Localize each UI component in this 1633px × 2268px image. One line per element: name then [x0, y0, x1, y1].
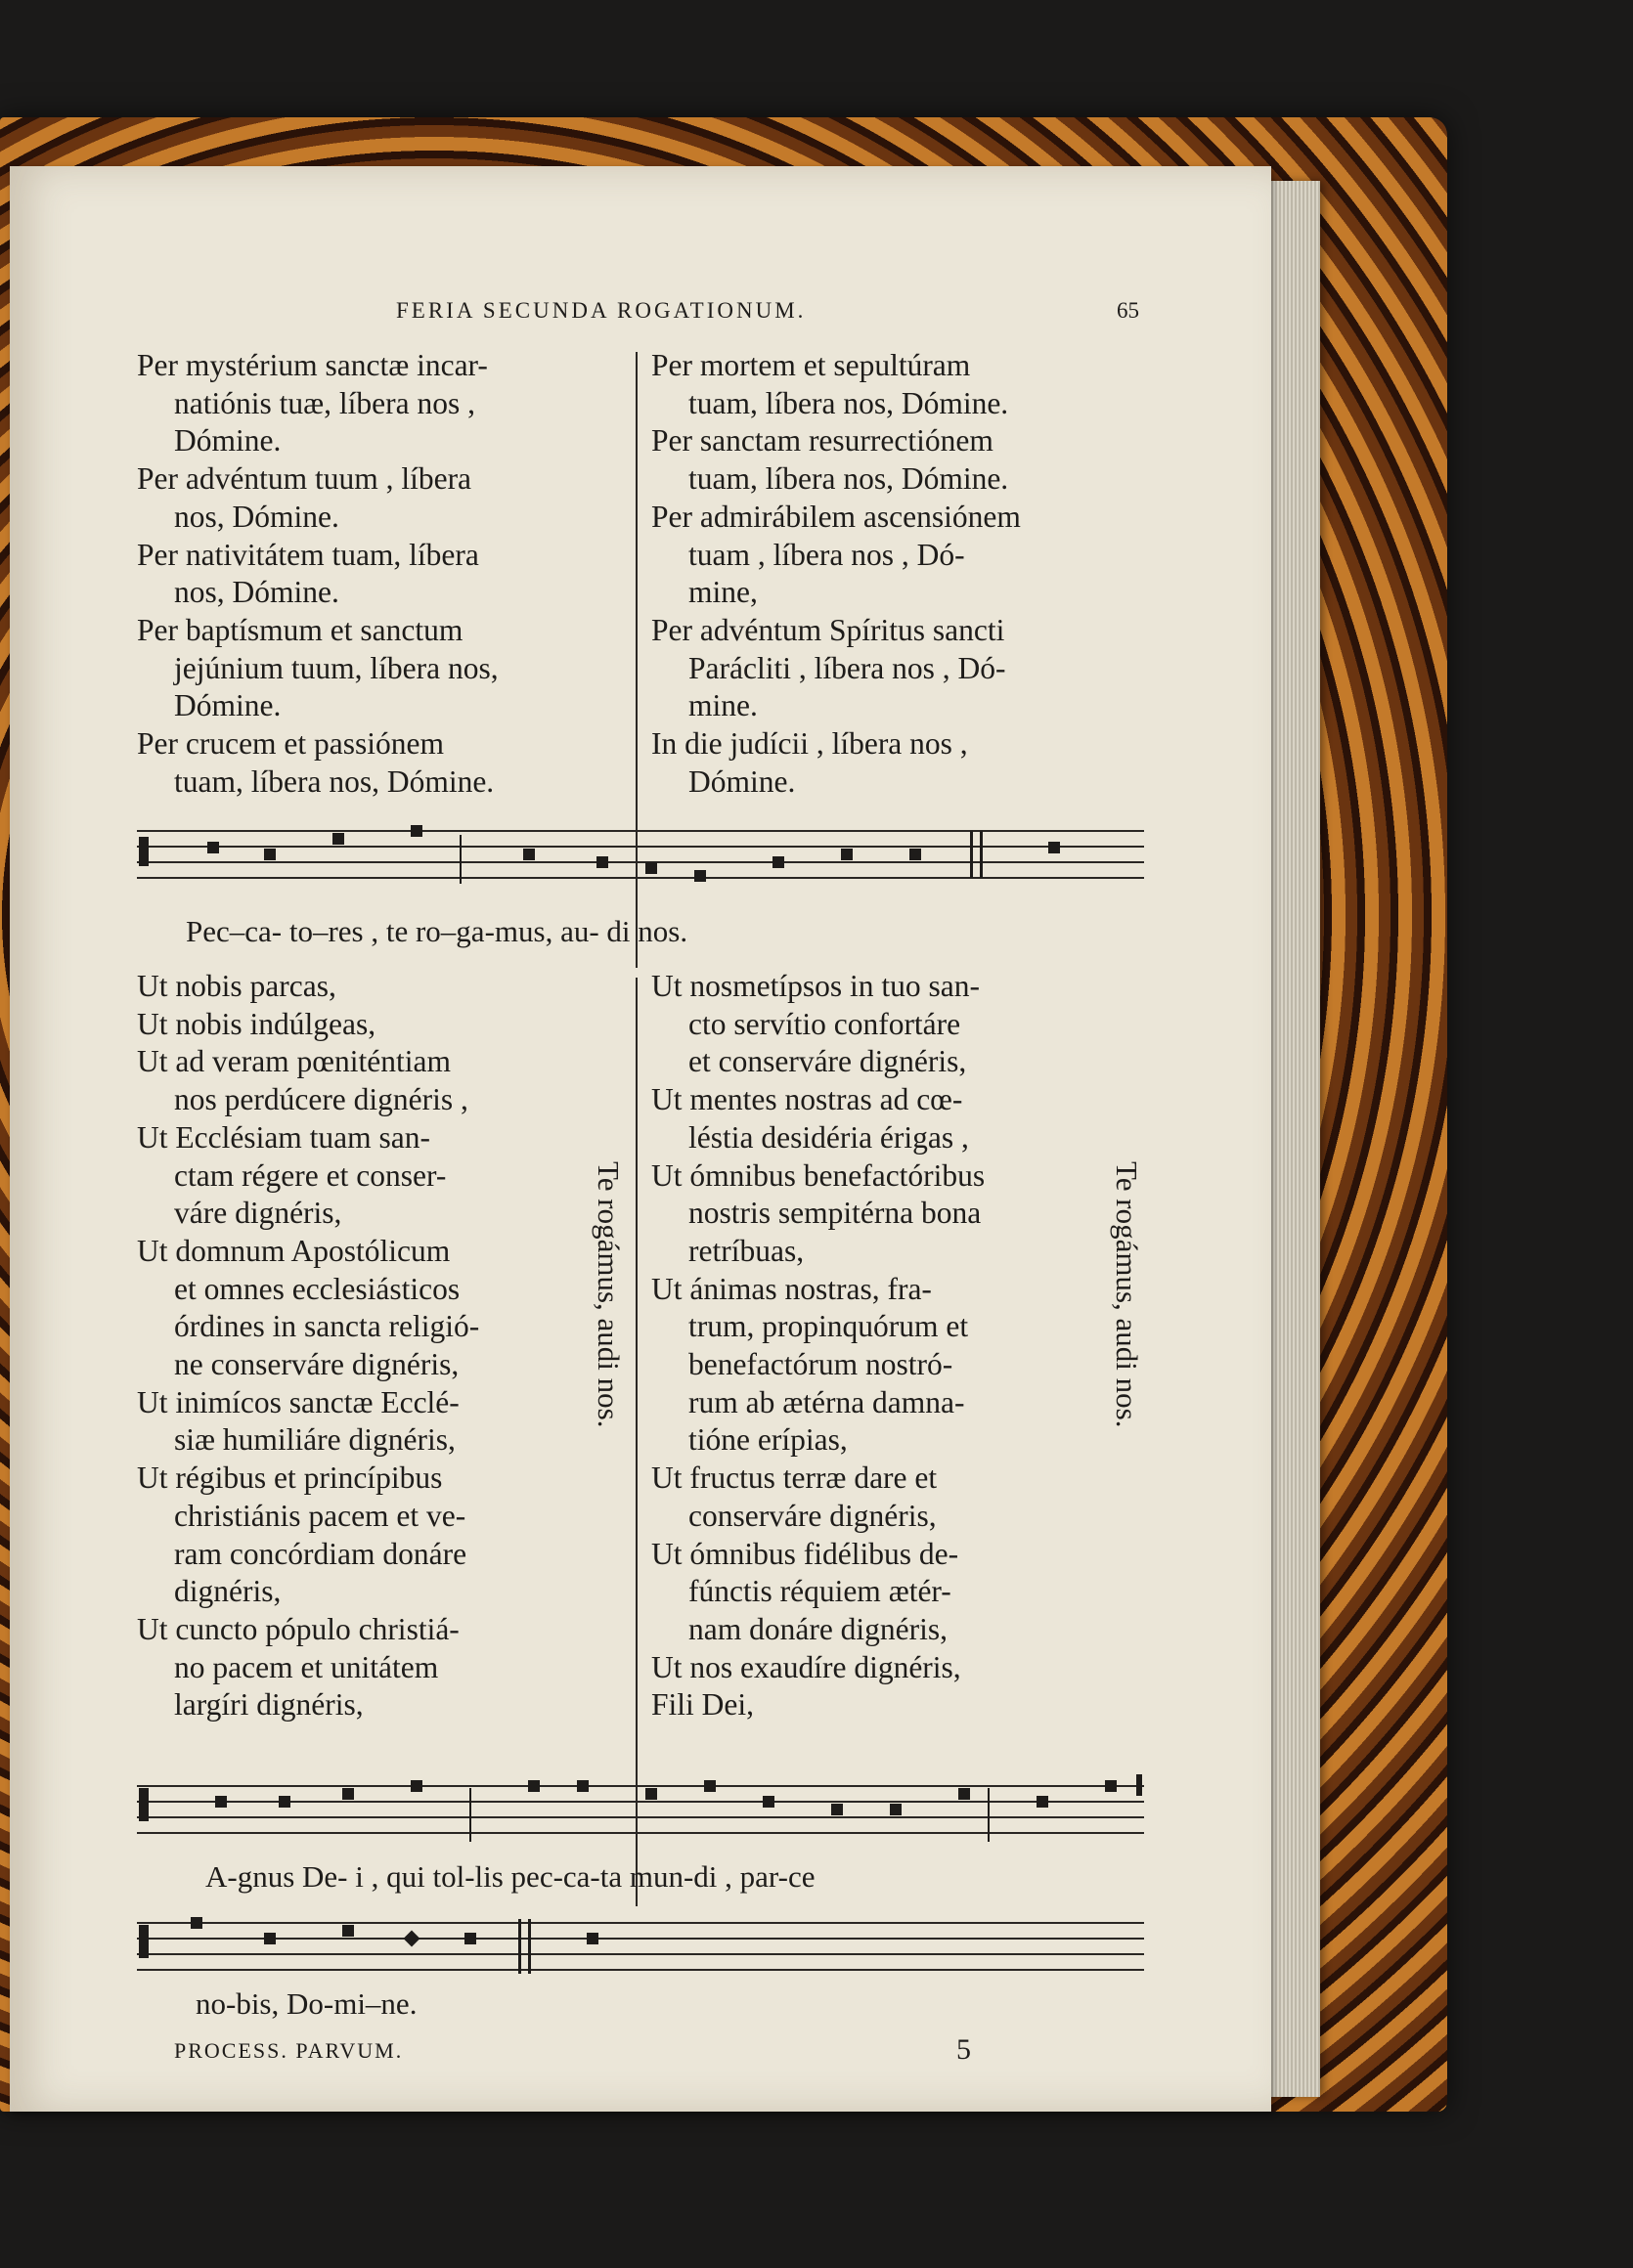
signature-title: PROCESS. PARVUM. [174, 2038, 404, 2063]
litany-line: Dómine. [174, 423, 282, 458]
litany-line: fúnctis réquiem ætér- [688, 1574, 951, 1609]
litany-line: natiónis tuæ, líbera nos , [174, 385, 475, 420]
litany-line: tuam, líbera nos, Dómine. [688, 385, 1009, 420]
litany-line: nos perdúcere dignéris , [174, 1082, 468, 1117]
litany-line: Per sanctam resurrectiónem [651, 423, 993, 458]
litany-line: et omnes ecclesiásticos [174, 1271, 461, 1306]
column-rule-2 [636, 978, 638, 1906]
litany-line: nos, Dómine. [174, 499, 339, 534]
litany-line: léstia desidéria érigas , [688, 1119, 969, 1155]
response-refrain-right: Te rogámus, audi nos. [1110, 1161, 1144, 1428]
litany-line: trum, propinquórum et [688, 1309, 969, 1344]
text-block [10, 166, 1271, 2112]
running-head-title: FERIA SECUNDA ROGATIONUM. [396, 298, 807, 323]
litany-line: ne conserváre dignéris, [174, 1347, 460, 1382]
litany-line: mine, [688, 575, 758, 610]
litany-line: nostris sempitérna bona [688, 1196, 982, 1231]
litany-line: mine. [688, 688, 758, 723]
litany-line: ctam régere et conser- [174, 1157, 447, 1193]
response-refrain-left: Te rogámus, audi nos. [592, 1161, 626, 1428]
litany-line: tióne erípias, [688, 1422, 848, 1458]
litany-line: Parácliti , líbera nos , Dó- [688, 650, 1006, 685]
book-page [10, 166, 1271, 2112]
litany-line: ram concórdiam donáre [174, 1536, 467, 1571]
litany-column-right-2 [651, 968, 1091, 1724]
litany-line: et conserváre dignéris, [688, 1044, 967, 1079]
litany-line: tuam, líbera nos, Dómine. [174, 763, 495, 799]
litany-line: Ut domnum Apostólicum [137, 1233, 451, 1268]
litany-line: Ut fructus terræ dare et [651, 1461, 938, 1496]
litany-line: retríbuas, [688, 1233, 805, 1268]
litany-line: Ut inimícos sanctæ Ecclé- [137, 1384, 460, 1419]
chant-lyrics-1: Pec–ca- to–res , te ro–ga-mus, au- di nos. [186, 914, 688, 948]
litany-line: Ut nobis parcas, [137, 969, 336, 1003]
litany-line: Ut ómnibus benefactóribus [651, 1157, 986, 1193]
litany-line: váre dignéris, [174, 1196, 342, 1231]
litany-line: Ut mentes nostras ad cœ- [651, 1082, 963, 1117]
litany-line: Dómine. [688, 763, 796, 799]
litany-line: Per mortem et sepultúram [651, 348, 971, 382]
signature-mark: 5 [956, 2033, 971, 2066]
litany-column-left-2 [137, 968, 582, 1724]
litany-line: In die judícii , líbera nos , [651, 726, 968, 762]
chant-lyrics-3: no-bis, Do-mi–ne. [196, 1986, 418, 2021]
litany-line: largíri dignéris, [174, 1687, 364, 1723]
litany-line: Per baptísmum et sanctum [137, 612, 463, 647]
litany-line: jejúnium tuum, líbera nos, [174, 650, 499, 685]
litany-line: Per advéntum Spíritus sancti [651, 612, 1005, 647]
litany-line: Dómine. [174, 688, 282, 723]
litany-line: christiánis pacem et ve- [174, 1498, 466, 1533]
litany-line: nam donáre dignéris, [688, 1611, 949, 1646]
litany-line: Ut régibus et princípibus [137, 1461, 443, 1496]
litany-line: tuam, líbera nos, Dómine. [688, 461, 1009, 497]
litany-line: no pacem et unitátem [174, 1649, 439, 1684]
litany-line: Ut ánimas nostras, fra- [651, 1271, 932, 1306]
chant-lyrics-2: A-gnus De- i , qui tol-lis pec-ca-ta mun-di , par-ce [205, 1859, 816, 1894]
chant-staff-1 [137, 823, 1144, 890]
litany-line: dignéris, [174, 1574, 282, 1609]
litany-line: Per nativitátem tuam, líbera [137, 537, 479, 572]
litany-line: Ut nos exaudíre dignéris, [651, 1649, 961, 1684]
litany-line: tuam , líbera nos , Dó- [688, 537, 965, 572]
litany-line: conserváre dignéris, [688, 1498, 937, 1533]
litany-line: Ut Ecclésiam tuam san- [137, 1119, 431, 1155]
litany-column-right-1 [651, 347, 1140, 801]
chant-staff-2 [137, 1774, 1144, 1848]
litany-line: benefactórum nostró- [688, 1347, 953, 1382]
chant-staff-3 [137, 1911, 1144, 1980]
litany-line: Fili Dei, [651, 1687, 755, 1723]
litany-line: Per crucem et passiónem [137, 726, 445, 762]
litany-line: órdines in sancta religió- [174, 1309, 480, 1344]
litany-line: nos, Dómine. [174, 575, 339, 610]
litany-line: Per admirábilem ascensiónem [651, 499, 1021, 534]
litany-line: cto servítio confortáre [688, 1006, 961, 1041]
litany-line: rum ab ætérna damna- [688, 1384, 965, 1419]
litany-line: Ut cuncto pópulo christiá- [137, 1611, 460, 1646]
litany-line: Per advéntum tuum , líbera [137, 461, 472, 497]
litany-line: Per mystérium sanctæ incar- [137, 348, 488, 382]
litany-line: Ut ad veram pœniténtiam [137, 1044, 452, 1079]
litany-line: Ut nosmetípsos in tuo san- [651, 969, 980, 1003]
litany-line: siæ humiliáre dignéris, [174, 1422, 456, 1458]
litany-line: Ut nobis indúlgeas, [137, 1006, 376, 1041]
running-head [396, 298, 1139, 331]
page-number: 65 [1117, 298, 1139, 323]
litany-column-left-1 [137, 347, 626, 801]
litany-line: Ut ómnibus fidélibus de- [651, 1536, 959, 1571]
